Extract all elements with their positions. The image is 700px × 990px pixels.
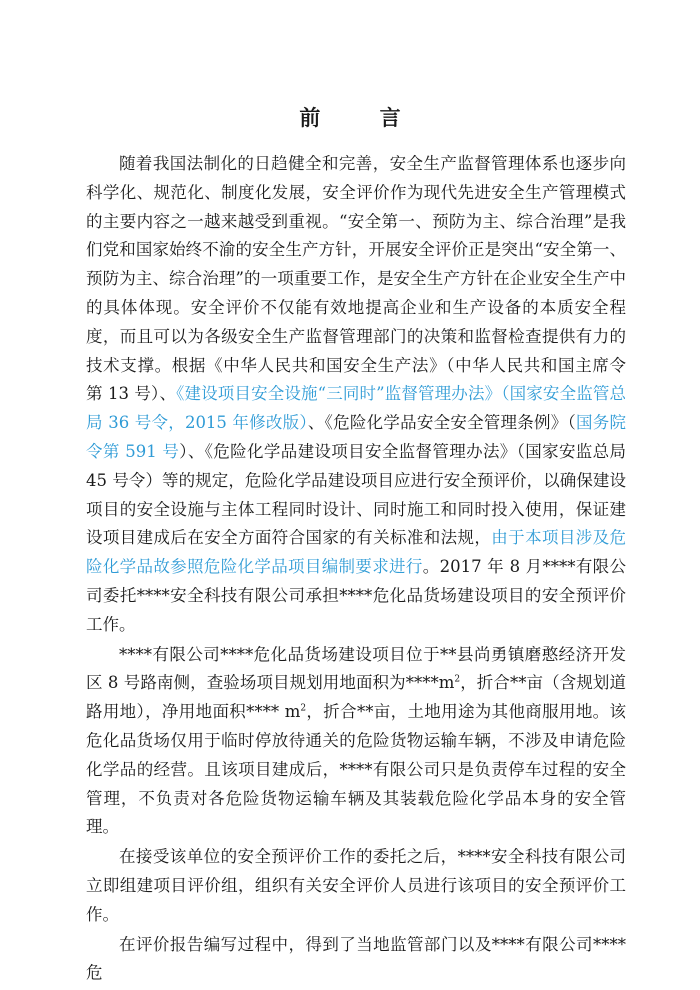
text-segment: 在接受该单位的安全预评价工作的委托之后，****安全科技有限公司立即组建项目评价组，组织有关安全评价人员进行该项目的安全预评价工作。 (86, 847, 626, 924)
superscript: 2 (300, 703, 307, 714)
paragraph-3 (86, 843, 626, 929)
text-segment: 在评价报告编写过程中，得到了当地监管部门以及****有限公司****危 (86, 934, 626, 983)
superscript: 2 (454, 674, 461, 685)
link-text[interactable]: 由于本项目涉及危险化学品故参照危险化学品项目编制要求进行 (86, 528, 627, 577)
text-segment: ）、《危险化学品建设项目安全监督管理办法》（国家安监总局 45 号令）等的规定，危险化学品建设项目应进行安全预评价，以确保建设项目的安全设施与主体工程同时设计、同时施工和同时投入使用，保证建设项目建成后在安全方面符合国家的有关标准和法规， (86, 441, 627, 548)
page-title: 前 言 (299, 106, 427, 130)
link-text[interactable]: 国务院令第 591 号 (86, 413, 627, 461)
link-text[interactable]: 《建设项目安全设施“三同时”监督管理办法》（国家安全监管总局 36 号令，2015 年修改版） (86, 384, 626, 433)
text-segment: ，折合**亩（含规划道路用地），净用地面积**** m (86, 673, 627, 722)
text-segment: 。2017 年 8 月****有限公司委托****安全科技有限公司承担****危化品货场建设项目的安全预评价工作。 (86, 557, 627, 634)
preface-body (86, 150, 626, 989)
text-segment: ****有限公司****危化品货场建设项目位于**县尚勇镇磨憨经济开发区 8 号路南侧，查验场项目规划用地面积为****m (86, 644, 626, 693)
paragraph-2 (86, 641, 626, 843)
paragraph-4 (86, 931, 626, 989)
text-segment: 随着我国法制化的日趋健全和完善，安全生产监督管理体系也逐步向科学化、规范化、制度化发展，安全评价作为现代先进安全生产管理模式的主要内容之一越来越受到重视。“安全第一、预防为主、综合治理”是我们党和国家始终不渝的安全生产方针，开展安全评价正是突出“安全第一、预防为主、综合治理”的一项重要工作，是安全生产方针在企业安全生产中的具体体现。安全评价不仅能有效地提高企业和生产设备的本质安全程度，而且可以为各级安全生产监督管理部门的决策和监督检查提供有力的技术支撑。根据《中华人民共和国安全生产法》（中华人民共和国主席令 第 13 号）、 (86, 154, 626, 404)
paragraph-1 (86, 150, 626, 640)
text-segment: ，折合**亩，土地用途为其他商服用地。该危化品货场仅用于临时停放待通关的危险货物运输车辆，不涉及申请危险化学品的经营。且该项目建成后，****有限公司只是负责停车过程的安全管理，不负责对各危险货物运输车辆及其装载危险化学品本身的安全管理。 (86, 702, 626, 837)
text-segment: 、《危险化学品安全安全管理条例》（ (307, 413, 577, 433)
